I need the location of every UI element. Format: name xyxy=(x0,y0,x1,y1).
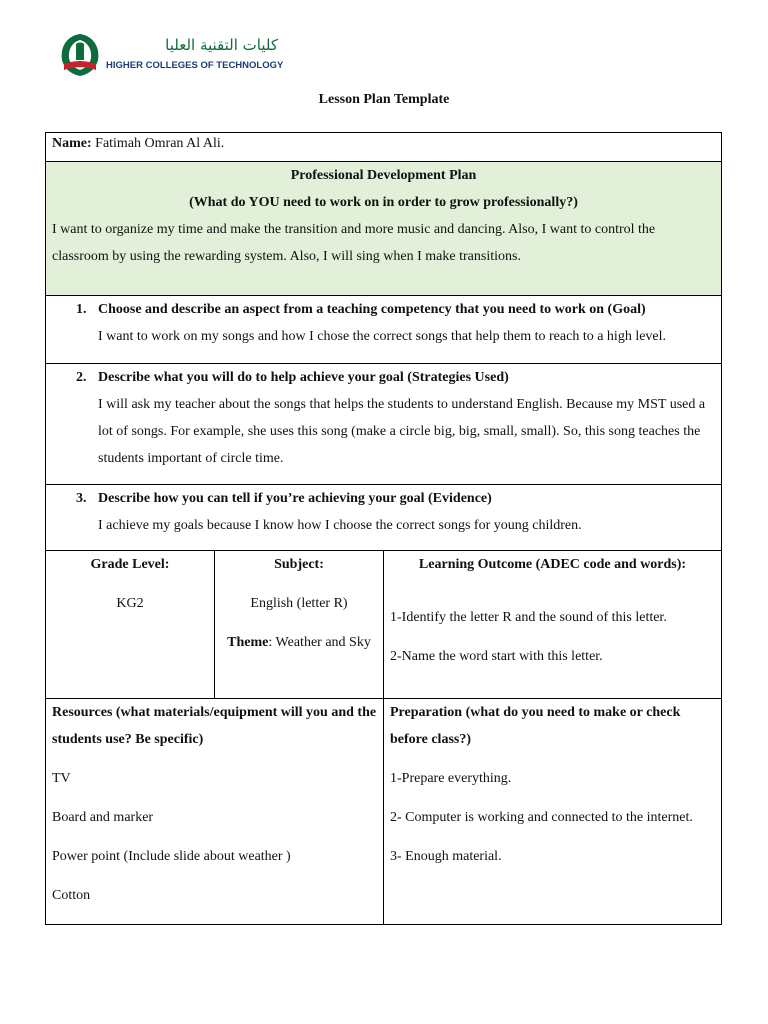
grade-level-value: KG2 xyxy=(116,596,144,611)
theme-value: : Weather and Sky xyxy=(268,635,371,650)
theme-text xyxy=(215,629,383,656)
name-value: Fatimah Omran Al Ali. xyxy=(95,136,225,151)
resource-item: Power point (Include slide about weather ) xyxy=(52,849,291,864)
evidence-section xyxy=(46,485,721,551)
resources-cell xyxy=(46,699,384,924)
learning-outcome-item: 2-Name the word start with this letter. xyxy=(390,649,603,664)
goal-section xyxy=(46,296,721,364)
lesson-details-row xyxy=(46,551,721,699)
hct-logo xyxy=(58,30,288,80)
pdp-answer: I want to organize my time and make the transition and more music and dancing. Also, I want to control the classroom by using the rewarding system. Also, I will sing when I make transitions. xyxy=(52,222,656,264)
resources-label: Resources (what materials/equipment will you and the students use? Be specific) xyxy=(52,705,377,747)
resources-preparation-row xyxy=(46,699,721,924)
professional-development-plan xyxy=(46,162,721,296)
preparation-item: 2- Computer is working and connected to the internet. xyxy=(390,810,693,825)
grade-level-label: Grade Level: xyxy=(90,557,170,572)
evidence-number: 3. xyxy=(76,491,87,506)
evidence-question: Describe how you can tell if you’re achieving your goal (Evidence) xyxy=(98,491,492,506)
resource-item: Board and marker xyxy=(52,810,154,825)
learning-outcome-item: 1-Identify the letter R and the sound of this letter. xyxy=(390,610,667,625)
strategies-number: 2. xyxy=(76,370,87,385)
name-row xyxy=(46,133,721,162)
name-label: Name: xyxy=(52,136,92,151)
logo-english-text: HIGHER COLLEGES OF TECHNOLOGY xyxy=(106,60,284,71)
pdp-title: Professional Development Plan xyxy=(290,168,477,183)
strategies-section xyxy=(46,364,721,485)
document-title: Lesson Plan Template xyxy=(318,92,450,107)
subject-label: Subject: xyxy=(274,557,324,572)
learning-outcome-label: Learning Outcome (ADEC code and words): xyxy=(418,557,687,572)
resource-item: Cotton xyxy=(52,888,91,903)
goal-number: 1. xyxy=(76,302,87,317)
preparation-cell xyxy=(384,699,721,924)
goal-question: Choose and describe an aspect from a teaching competency that you need to work on (Goal) xyxy=(98,302,646,317)
strategies-answer: I will ask my teacher about the songs that helps the students to understand English. Because my MST used a lot of songs. For example, she uses this song (make a circle big, big, small, small). So, this song teaches the students important of circle time. xyxy=(98,397,706,466)
subject-value: English (letter R) xyxy=(250,596,348,611)
evidence-answer: I achieve my goals because I know how I choose the correct songs for young children. xyxy=(98,518,582,533)
strategies-question: Describe what you will do to help achieve your goal (Strategies Used) xyxy=(98,370,509,385)
goal-answer: I want to work on my songs and how I chose the correct songs that help them to reach to a high level. xyxy=(98,329,667,344)
hct-emblem-icon xyxy=(58,30,102,78)
lesson-plan-table xyxy=(45,132,722,925)
preparation-label: Preparation (what do you need to make or check before class?) xyxy=(390,705,681,747)
theme-label: Theme xyxy=(227,635,269,650)
grade-level-cell xyxy=(46,551,215,698)
logo-arabic-text: كليات التقنية العليا xyxy=(165,36,278,54)
pdp-question: (What do YOU need to work on in order to grow professionally?) xyxy=(189,195,578,210)
subject-cell xyxy=(215,551,384,698)
preparation-item: 1-Prepare everything. xyxy=(390,771,512,786)
preparation-item: 3- Enough material. xyxy=(390,849,502,864)
resource-item: TV xyxy=(52,771,71,786)
learning-outcome-cell xyxy=(384,551,721,698)
